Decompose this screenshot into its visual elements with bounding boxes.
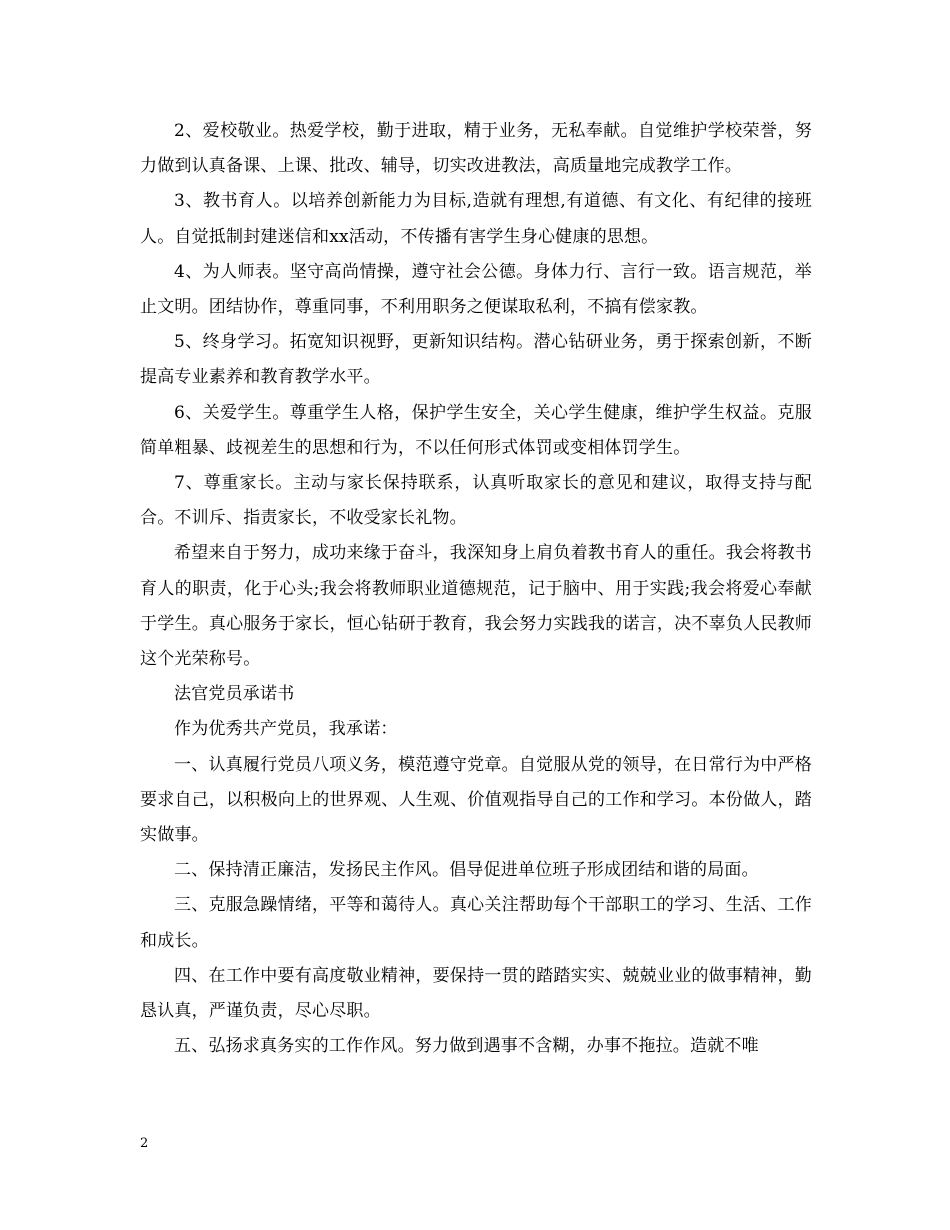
paragraph-teacher-item-7: 7、尊重家长。主动与家长保持联系，认真听取家长的意见和建议，取得支持与配合。不训斥、指责家长，不收受家长礼物。 [140, 473, 812, 529]
pledge-item-3: 三、克服急躁情绪，平等和蔼待人。真心关注帮助每个干部职工的学习、生活、工作和成长。 [140, 895, 812, 951]
paragraph-teacher-item-4: 4、为人师表。坚守高尚情操，遵守社会公德。身体力行、言行一致。语言规范，举止文明。团结协作，尊重同事，不利用职务之便谋取私利，不搞有偿家教。 [140, 261, 812, 318]
document-body [140, 114, 812, 1064]
page-number: 2 [140, 1136, 149, 1151]
pledge-intro: 作为优秀共产党员，我承诺： [174, 719, 398, 740]
section-heading: 法官党员承诺书 [174, 684, 295, 705]
pledge-item-4: 四、在工作中要有高度敬业精神，要保持一贯的踏踏实实、兢兢业业的做事精神，勤恳认真，严谨负责，尽心尽职。 [140, 965, 812, 1022]
paragraph-teacher-item-2: 2、爱校敬业。热爱学校，勤于进取，精于业务，无私奉献。自觉维护学校荣誉，努力做到认真备课、上课、批改、辅导，切实改进教法，高质量地完成教学工作。 [140, 121, 812, 177]
pledge-item-5: 五、弘扬求真务实的工作作风。努力做到遇事不含糊，办事不拖拉。造就不唯 [174, 1036, 759, 1057]
pledge-item-1: 一、认真履行党员八项义务，模范遵守党章。自觉服从党的领导，在日常行为中严格要求自己，以积极向上的世界观、人生观、价值观指导自己的工作和学习。本份做人，踏实做事。 [140, 754, 812, 846]
paragraph-teacher-item-6: 6、关爱学生。尊重学生人格，保护学生安全，关心学生健康，维护学生权益。克服简单粗暴、歧视差生的思想和行为，不以任何形式体罚或变相体罚学生。 [140, 402, 812, 458]
paragraph-teacher-item-5: 5、终身学习。拓宽知识视野，更新知识结构。潜心钻研业务，勇于探索创新，不断提高专业素养和教育教学水平。 [140, 332, 812, 388]
pledge-item-2: 二、保持清正廉洁，发扬民主作风。倡导促进单位班子形成团结和谐的局面。 [174, 860, 759, 881]
paragraph-teacher-item-3: 3、教书育人。以培养创新能力为目标,造就有理想,有道德、有文化、有纪律的接班人。自觉抵制封建迷信和xx活动，不传播有害学生身心健康的思想。 [140, 191, 812, 247]
paragraph-teacher-closing: 希望来自于努力，成功来缘于奋斗，我深知身上肩负着教书育人的重任。我会将教书育人的职责，化于心头;我会将教师职业道德规范，记于脑中、用于实践;我会将爱心奉献于学生。真心服务于家长，恒心钻研于教育，我会努力实践我的诺言，决不辜负人民教师这个光荣称号。 [140, 543, 812, 670]
